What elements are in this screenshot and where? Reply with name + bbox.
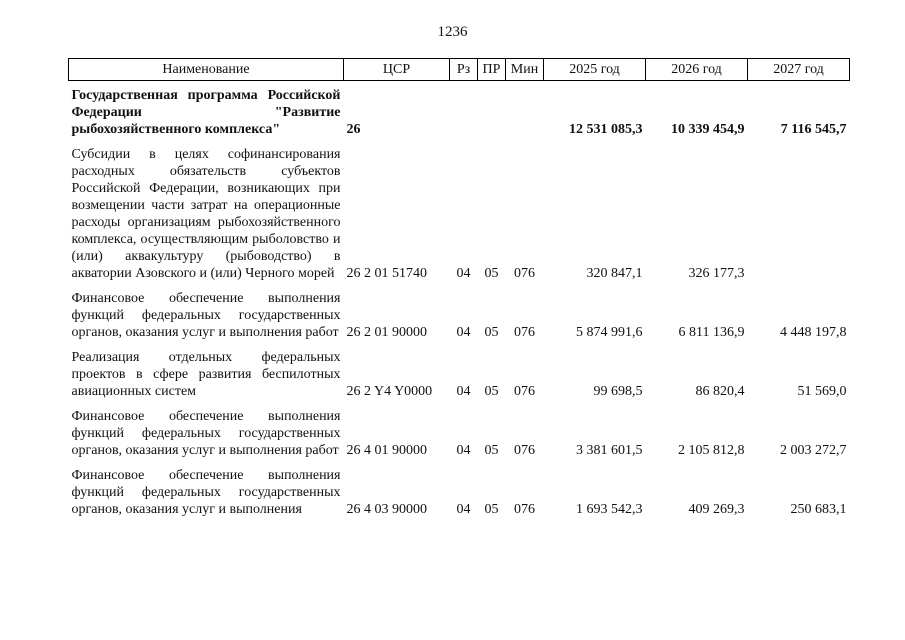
table-row xyxy=(69,401,850,460)
row-min xyxy=(506,81,544,140)
table-header-row xyxy=(69,59,850,81)
row-csr: 26 4 03 90000 xyxy=(346,502,427,517)
row-2027: 2 003 272,7 xyxy=(780,443,847,458)
row-name: Субсидии в целях софинансирования расходных обязательств субъектов Российской Федерации, возникающих при возмещении части затрат на операционные расходы организациям рыбохозяйственного комплекса, осуществляющим рыболовство и (или) аквакультуру (рыбоводство) в акватории Азовского и (или) Черного морей xyxy=(71,147,341,281)
row-name: Финансовое обеспечение выполнения функций федеральных государственных органов, оказания услуг и выполнения xyxy=(71,468,341,517)
row-2026: 10 339 454,9 xyxy=(671,122,745,137)
row-pr: 05 xyxy=(484,325,499,340)
table-row xyxy=(69,139,850,283)
row-rz xyxy=(450,81,478,140)
row-2027: 7 116 545,7 xyxy=(780,122,847,137)
table-row xyxy=(69,283,850,342)
budget-table xyxy=(68,58,850,519)
row-min: 076 xyxy=(514,266,535,281)
row-min: 076 xyxy=(514,443,535,458)
row-min: 076 xyxy=(514,384,535,399)
row-name: Реализация отдельных федеральных проектов в сфере развития беспилотных авиационных систем xyxy=(71,350,341,399)
row-rz: 04 xyxy=(456,502,471,517)
table-row-program xyxy=(69,81,850,140)
row-2025: 3 381 601,5 xyxy=(576,443,643,458)
header-rz: Рз xyxy=(450,59,478,81)
row-csr: 26 2 01 90000 xyxy=(346,325,427,340)
row-csr: 26 4 01 90000 xyxy=(346,443,427,458)
row-csr: 26 2 Y4 Y0000 xyxy=(346,384,433,399)
header-csr: ЦСР xyxy=(344,59,450,81)
table-row xyxy=(69,342,850,401)
row-2027: 51 569,0 xyxy=(797,384,847,399)
row-name: Государственная программа Российской Федерации "Развитие рыбохозяйственного комплекса" xyxy=(71,88,341,137)
row-2027 xyxy=(748,139,850,283)
row-pr: 05 xyxy=(484,384,499,399)
header-2026: 2026 год xyxy=(646,59,748,81)
row-2027: 4 448 197,8 xyxy=(780,325,847,340)
row-pr: 05 xyxy=(484,502,499,517)
row-rz: 04 xyxy=(456,443,471,458)
row-rz: 04 xyxy=(456,384,471,399)
page-number: 1236 xyxy=(437,24,468,40)
row-min: 076 xyxy=(514,325,535,340)
header-min: Мин xyxy=(506,59,544,81)
table-row xyxy=(69,460,850,519)
row-rz: 04 xyxy=(456,266,471,281)
row-pr: 05 xyxy=(484,266,499,281)
row-2026: 2 105 812,8 xyxy=(678,443,745,458)
row-csr: 26 xyxy=(346,122,361,137)
row-2025: 320 847,1 xyxy=(586,266,643,281)
row-name: Финансовое обеспечение выполнения функций федеральных государственных органов, оказания услуг и выполнения работ xyxy=(71,409,341,458)
row-2025: 12 531 085,3 xyxy=(569,122,643,137)
row-2025: 99 698,5 xyxy=(593,384,643,399)
row-2025: 5 874 991,6 xyxy=(576,325,643,340)
row-2026: 409 269,3 xyxy=(688,502,745,517)
header-name: Наименование xyxy=(69,59,344,81)
row-2026: 6 811 136,9 xyxy=(678,325,745,340)
header-pr: ПР xyxy=(478,59,506,81)
header-2025: 2025 год xyxy=(544,59,646,81)
row-2026: 86 820,4 xyxy=(695,384,745,399)
row-name: Финансовое обеспечение выполнения функций федеральных государственных органов, оказания услуг и выполнения работ xyxy=(71,291,341,340)
header-2027: 2027 год xyxy=(748,59,850,81)
row-pr xyxy=(478,81,506,140)
row-csr: 26 2 01 51740 xyxy=(346,266,427,281)
row-2027: 250 683,1 xyxy=(790,502,847,517)
row-2025: 1 693 542,3 xyxy=(576,502,643,517)
row-min: 076 xyxy=(514,502,535,517)
row-rz: 04 xyxy=(456,325,471,340)
row-2026: 326 177,3 xyxy=(688,266,745,281)
row-pr: 05 xyxy=(484,443,499,458)
